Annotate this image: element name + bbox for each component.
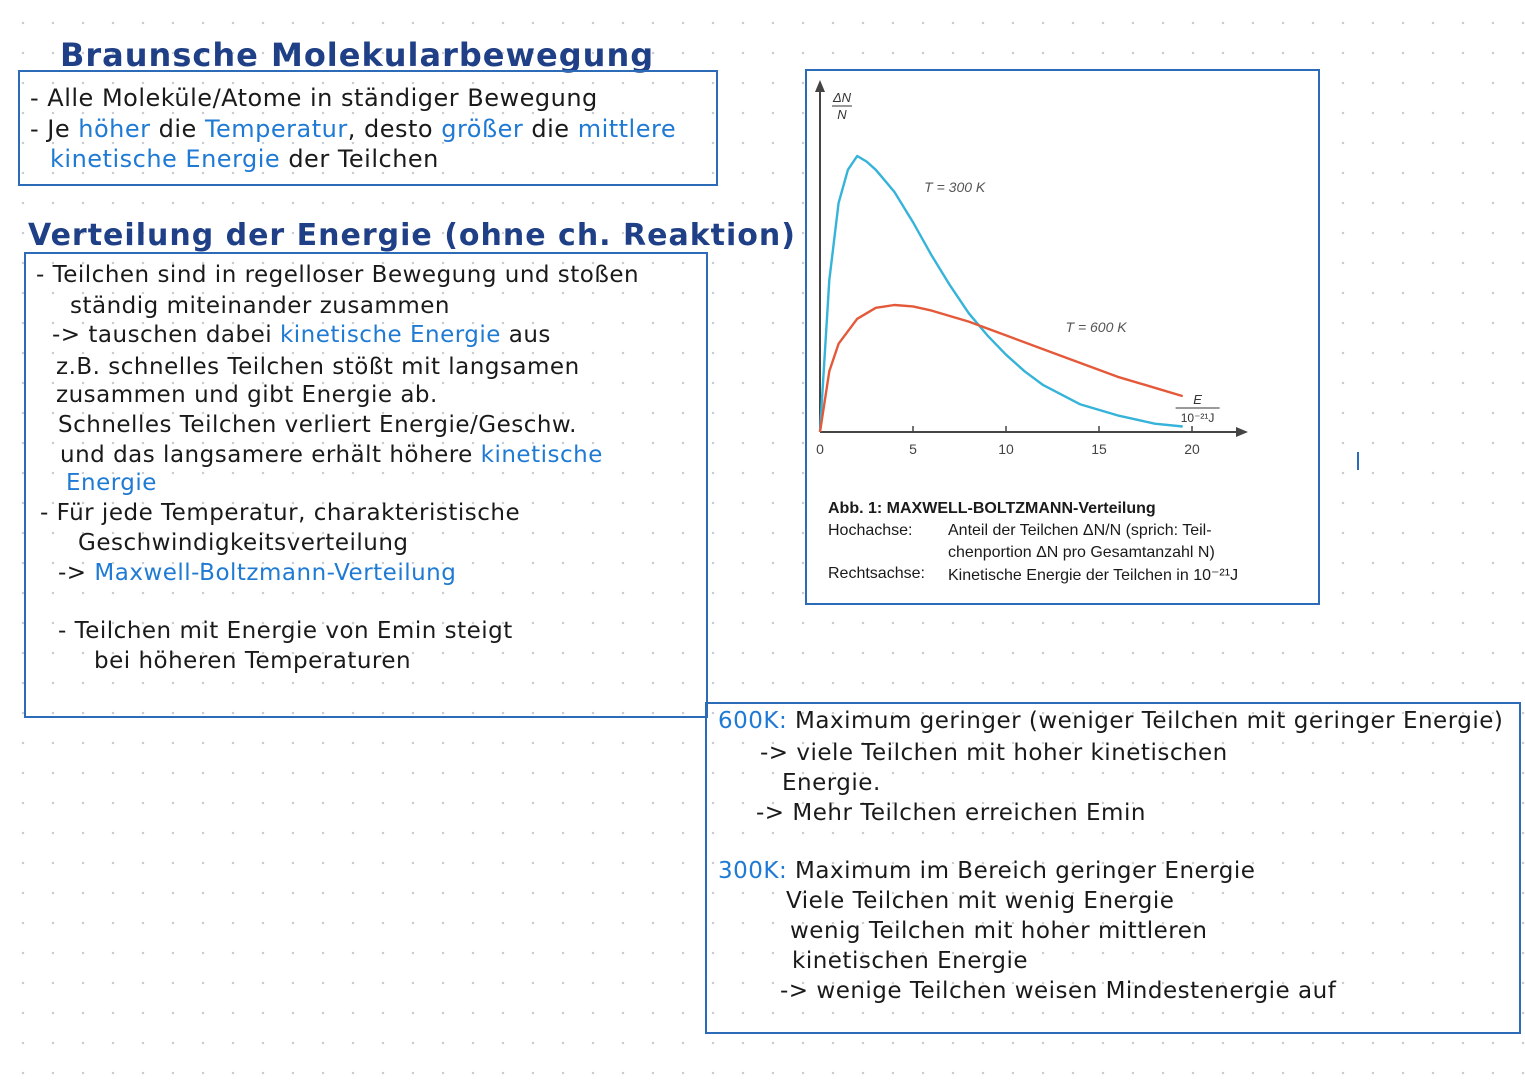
- section1-line3: [50, 145, 439, 173]
- caption-h-text2: chenportion ΔN pro Gesamtanzahl N): [948, 544, 1215, 561]
- s1l2d: Temperatur: [204, 115, 348, 143]
- s1l2f: größer: [441, 115, 524, 143]
- s2-l10: Geschwindigkeitsverteilung: [78, 530, 409, 556]
- text-cursor: [1357, 452, 1359, 470]
- x-tick-label: 10: [998, 441, 1014, 457]
- y-axis-label-bottom: N: [837, 107, 847, 122]
- series-label-600k: T = 600 K: [1065, 319, 1127, 335]
- s2l3b: kinetische Energie: [279, 322, 501, 348]
- s3-l8: kinetischen Energie: [792, 948, 1029, 974]
- s2-l13: bei höheren Temperaturen: [94, 648, 412, 674]
- s2-l8: Energie: [66, 470, 157, 496]
- s2l11a: ->: [58, 560, 95, 586]
- s3-l7: wenig Teilchen mit hoher mittleren: [790, 918, 1208, 944]
- x-axis-arrow: [1236, 427, 1248, 437]
- s2-l12: - Teilchen mit Energie von Emin steigt: [58, 618, 513, 644]
- s3-l5: [718, 858, 1255, 884]
- s2l11b: Maxwell-Boltzmann-Verteilung: [94, 560, 457, 586]
- s2-l9: - Für jede Temperatur, charakteristische: [40, 500, 521, 526]
- s2-l1: - Teilchen sind in regelloser Bewegung und stoßen: [36, 262, 640, 288]
- s3-l1: [718, 708, 1503, 734]
- s1l3a: kinetische Energie: [50, 145, 281, 173]
- s3l5a: 300K:: [718, 858, 788, 884]
- chart-group: [815, 80, 1248, 457]
- maxwell-boltzmann-chart: [810, 74, 1310, 474]
- caption-h-text1: Anteil der Teilchen ΔN/N (sprich: Teil-: [948, 522, 1212, 539]
- x-axis-label-bottom: 10⁻²¹J: [1180, 411, 1215, 425]
- s2-l11: [58, 560, 456, 586]
- s3l5b: Maximum im Bereich geringer Energie: [787, 858, 1256, 884]
- caption-h-label: Hochachse:: [828, 522, 913, 539]
- series-line-600k: [820, 305, 1183, 432]
- s2l3c: aus: [500, 322, 551, 348]
- s2l7b: kinetische: [480, 442, 603, 468]
- y-axis-arrow: [815, 80, 825, 92]
- series-line-300k: [820, 156, 1183, 432]
- section2-title: Verteilung der Energie (ohne ch. Reaktion): [28, 218, 796, 253]
- y-axis-label-top: ΔN: [832, 90, 852, 105]
- s1l2c: die: [150, 115, 205, 143]
- s2-l3: [52, 322, 551, 348]
- s2l7a: und das langsamere erhält höhere: [60, 442, 481, 468]
- s1l2a: - Je: [30, 115, 79, 143]
- s3-l9: -> wenige Teilchen weisen Mindestenergie auf: [780, 978, 1337, 1004]
- section1-line2: [30, 115, 676, 143]
- s2-l2: ständig miteinander zusammen: [70, 293, 450, 319]
- caption-title: [828, 500, 1156, 518]
- s2-l7: [60, 442, 603, 468]
- x-tick-label: 20: [1184, 441, 1200, 457]
- s2-l6: Schnelles Teilchen verliert Energie/Geschw.: [58, 412, 577, 438]
- caption-title-text: Abb. 1: MAXWELL-BOLTZMANN-Verteilung: [828, 500, 1156, 517]
- s3l1b: Maximum geringer (weniger Teilchen mit geringer Energie): [787, 708, 1504, 734]
- s1l2h: mittlere: [577, 115, 677, 143]
- caption-r-label: Rechtsachse:: [828, 565, 925, 582]
- s3l1a: 600K:: [718, 708, 788, 734]
- s1l2b: höher: [78, 115, 151, 143]
- s3-l2: -> viele Teilchen mit hoher kinetischen: [760, 740, 1228, 766]
- s3-l6: Viele Teilchen mit wenig Energie: [786, 888, 1175, 914]
- section1-line1: - Alle Moleküle/Atome in ständiger Bewegung: [30, 84, 598, 112]
- s2-l5: zusammen und gibt Energie ab.: [56, 382, 438, 408]
- x-tick-label: 15: [1091, 441, 1107, 457]
- x-axis-label-top: E: [1193, 392, 1202, 407]
- s2-l4: z.B. schnelles Teilchen stößt mit langsamen: [56, 354, 580, 380]
- s3-l4: -> Mehr Teilchen erreichen Emin: [756, 800, 1146, 826]
- x-tick-label: 0: [816, 441, 824, 457]
- x-tick-label: 5: [909, 441, 917, 457]
- s1l2e: , desto: [347, 115, 442, 143]
- s3-l3: Energie.: [782, 770, 881, 796]
- s1l2g: die: [523, 115, 578, 143]
- s2l3a: -> tauschen dabei: [52, 322, 280, 348]
- s1l3b: der Teilchen: [280, 145, 439, 173]
- caption-r-text: Kinetische Energie der Teilchen in 10⁻²¹J: [948, 567, 1239, 584]
- series-label-300k: T = 300 K: [924, 179, 986, 195]
- section1-title: Braunsche Molekularbewegung: [60, 36, 655, 74]
